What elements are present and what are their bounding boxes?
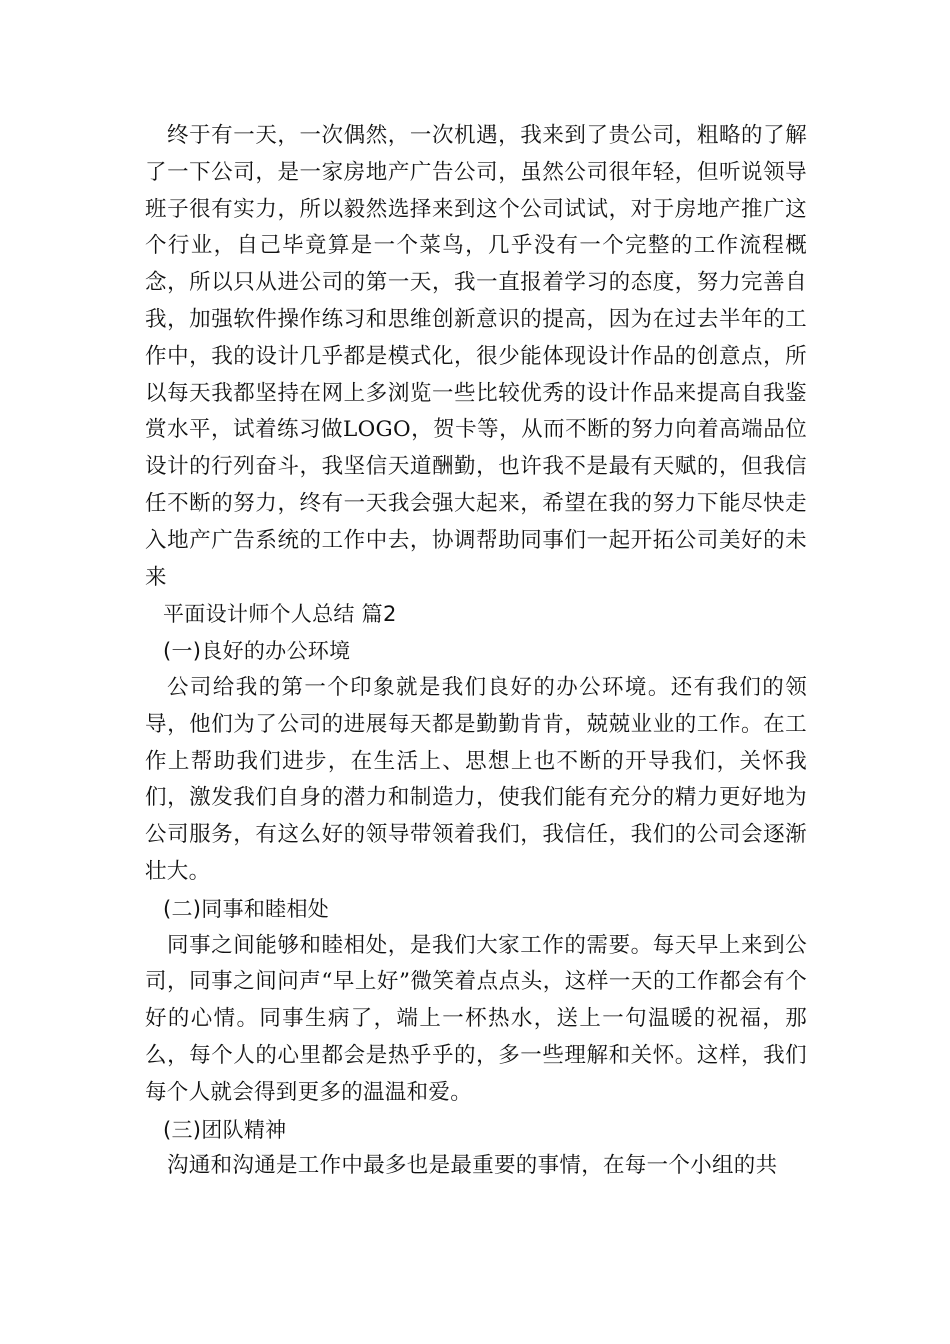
paragraph-intro: 终于有一天，一次偶然，一次机遇，我来到了贵公司，粗略的了解了一下公司，是一家房地产广告公司，虽然公司很年轻，但听说领导班子很有实力，所以毅然选择来到这个公司试试，对于房地产推广这个行业，自己毕竟算是一个菜鸟，几乎没有一个完整的工作流程概念，所以只从进公司的第一天，我一直报着学习的态度，努力完善自我，加强软件操作练习和思维创新意识的提高，因为在过去半年的工作中，我的设计几乎都是模式化，很少能体现设计作品的创意点，所以每天我都坚持在网上多浏览一些比较优秀的设计作品来提高自我鉴赏水平，试着练习做LOGO，贺卡等，从而不断的努力向着高端品位设计的行列奋斗，我坚信天道酬勤，也许我不是最有天赋的，但我信任不断的努力，终有一天我会强大起来，希望在我的努力下能尽快走入地产广告系统的工作中去，协调帮助同事们一起开拓公司美好的未来: [145, 123, 807, 590]
subheading-office-environment: (一)良好的办公环境: [163, 639, 351, 664]
document-page: [145, 118, 807, 1185]
paragraph-office-environment: 公司给我的第一个印象就是我们良好的办公环境。还有我们的领导，他们为了公司的进展每天都是勤勤肯肯，兢兢业业的工作。在工作上帮助我们进步，在生活上、思想上也不断的开导我们，关怀我们，激发我们自身的潜力和制造力，使我们能有充分的精力更好地为公司服务，有这么好的领导带领着我们，我信任，我们的公司会逐渐壮大。: [145, 674, 807, 884]
paragraph-team-spirit: 沟通和沟通是工作中最多也是最重要的事情，在每一个小组的共: [167, 1153, 778, 1179]
subheading-team-spirit: (三)团队精神: [163, 1117, 287, 1142]
section-title: 平面设计师个人总结 篇2: [163, 602, 397, 627]
paragraph-colleagues: 同事之间能够和睦相处，是我们大家工作的需要。每天早上来到公司，同事之间问声“早上好”微笑着点点头，这样一天的工作都会有个好的心情。同事生病了，端上一杯热水，送上一句温暖的祝福，那么，每个人的心里都会是热乎乎的，多一些理解和关怀。这样，我们每个人就会得到更多的温温和爱。: [145, 932, 807, 1105]
subheading-colleagues: (二)同事和睦相处: [163, 896, 330, 921]
